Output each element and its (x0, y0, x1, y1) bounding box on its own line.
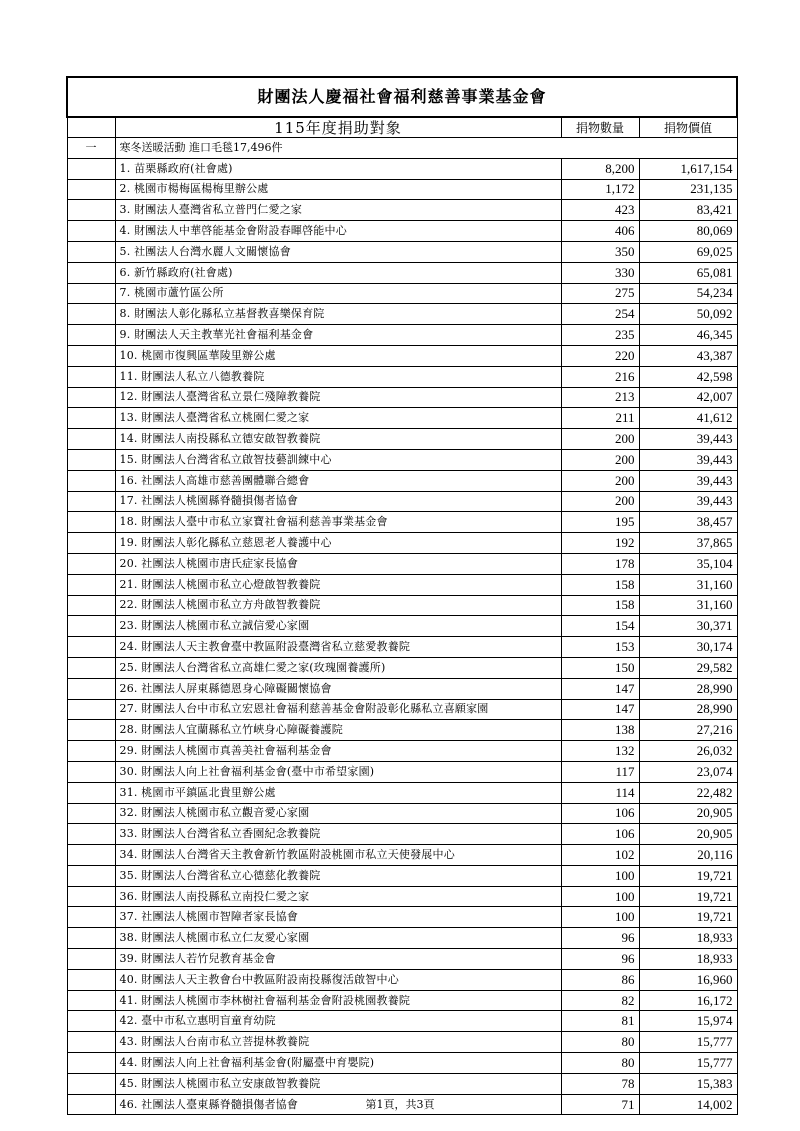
row-index-cell (67, 366, 115, 387)
donation-table (66, 76, 738, 1115)
row-index-cell (67, 283, 115, 304)
recipient-name: 26. 社團法人屏東縣德恩身心障礙關懷協會 (115, 678, 561, 699)
donation-qty: 86 (561, 969, 639, 990)
row-index-cell (67, 1011, 115, 1032)
donation-value: 42,007 (639, 387, 737, 408)
table-row (67, 533, 737, 554)
donation-qty: 200 (561, 429, 639, 450)
table-row (67, 408, 737, 429)
recipient-name: 17. 社團法人桃園縣脊髓損傷者協會 (115, 491, 561, 512)
table-row (67, 345, 737, 366)
donation-qty: 106 (561, 824, 639, 845)
table-row (67, 387, 737, 408)
recipient-name: 5. 社團法人台灣水麗人文關懷協會 (115, 241, 561, 262)
recipient-name: 45. 財團法人桃園市私立安康啟智教養院 (115, 1073, 561, 1094)
value-header: 捐物價值 (639, 117, 737, 138)
donation-value: 42,598 (639, 366, 737, 387)
donation-value: 31,160 (639, 574, 737, 595)
donation-value: 37,865 (639, 533, 737, 554)
row-index-cell (67, 928, 115, 949)
table-row (67, 262, 737, 283)
table-row (67, 179, 737, 200)
recipient-name: 6. 新竹縣政府(社會處) (115, 262, 561, 283)
row-index-cell (67, 741, 115, 762)
donation-qty: 147 (561, 678, 639, 699)
donation-qty: 213 (561, 387, 639, 408)
donation-value: 16,172 (639, 990, 737, 1011)
recipient-name: 39. 財團法人若竹兒教育基金會 (115, 949, 561, 970)
table-row (67, 637, 737, 658)
recipient-name: 3. 財團法人臺灣省私立普門仁愛之家 (115, 200, 561, 221)
header-index-cell (67, 117, 115, 138)
donation-value: 83,421 (639, 200, 737, 221)
recipient-name: 34. 財團法人台灣省天主教會新竹教區附設桃園市私立天使發展中心 (115, 845, 561, 866)
row-index-cell (67, 969, 115, 990)
recipient-name: 18. 財團法人臺中市私立家寶社會福利慈善事業基金會 (115, 512, 561, 533)
recipient-name: 27. 財團法人台中市私立宏恩社會福利慈善基金會附設彰化縣私立喜願家園 (115, 699, 561, 720)
recipient-name: 44. 財團法人向上社會福利基金會(附屬臺中育嬰院) (115, 1053, 561, 1074)
donation-value: 19,721 (639, 907, 737, 928)
donation-qty: 275 (561, 283, 639, 304)
row-index-cell (67, 845, 115, 866)
donation-qty: 102 (561, 845, 639, 866)
recipient-name: 33. 財團法人台灣省私立香園紀念教養院 (115, 824, 561, 845)
table-row (67, 865, 737, 886)
table-row (67, 304, 737, 325)
row-index-cell (67, 179, 115, 200)
recipient-name: 22. 財團法人桃園市私立方舟啟智教養院 (115, 595, 561, 616)
table-row (67, 616, 737, 637)
row-index-cell (67, 886, 115, 907)
table-row (67, 200, 737, 221)
donation-value: 39,443 (639, 429, 737, 450)
donation-qty: 211 (561, 408, 639, 429)
donation-qty: 254 (561, 304, 639, 325)
donation-value: 20,905 (639, 824, 737, 845)
row-index-cell (67, 200, 115, 221)
recipient-name: 30. 財團法人向上社會福利基金會(臺中市希望家園) (115, 761, 561, 782)
donation-qty: 117 (561, 761, 639, 782)
recipient-name: 38. 財團法人桃園市私立仁友愛心家園 (115, 928, 561, 949)
recipient-name: 1. 苗栗縣政府(社會處) (115, 158, 561, 179)
donation-value: 18,933 (639, 949, 737, 970)
donation-qty: 78 (561, 1073, 639, 1094)
recipient-name: 36. 財團法人南投縣私立南投仁愛之家 (115, 886, 561, 907)
donation-qty: 100 (561, 886, 639, 907)
table-row (67, 824, 737, 845)
donation-qty: 200 (561, 491, 639, 512)
donation-value: 16,960 (639, 969, 737, 990)
table-row (67, 657, 737, 678)
row-index-cell (67, 1073, 115, 1094)
table-row (67, 949, 737, 970)
row-index-cell (67, 429, 115, 450)
recipient-name: 25. 財團法人台灣省私立高雄仁愛之家(玫瑰園養護所) (115, 657, 561, 678)
recipient-name: 11. 財團法人私立八德教養院 (115, 366, 561, 387)
recipient-name: 31. 桃園市平鎮區北貴里辦公處 (115, 782, 561, 803)
table-row (67, 366, 737, 387)
recipient-name: 19. 財團法人彰化縣私立慈恩老人養護中心 (115, 533, 561, 554)
table-row (67, 969, 737, 990)
donation-qty: 96 (561, 928, 639, 949)
donation-value: 50,092 (639, 304, 737, 325)
table-row (67, 1073, 737, 1094)
donation-qty: 154 (561, 616, 639, 637)
donation-value: 15,777 (639, 1032, 737, 1053)
donation-value: 19,721 (639, 865, 737, 886)
table-row (67, 886, 737, 907)
donation-qty: 406 (561, 221, 639, 242)
donation-value: 80,069 (639, 221, 737, 242)
donation-value: 39,443 (639, 449, 737, 470)
donation-qty: 195 (561, 512, 639, 533)
table-row (67, 283, 737, 304)
row-index-cell (67, 1032, 115, 1053)
row-index-cell (67, 221, 115, 242)
table-row (67, 699, 737, 720)
donation-value: 26,032 (639, 741, 737, 762)
row-index-cell (67, 553, 115, 574)
recipient-name: 43. 財團法人台南市私立菩提林教養院 (115, 1032, 561, 1053)
row-index-cell (67, 595, 115, 616)
table-row (67, 595, 737, 616)
section-label: 寒冬送暖活動 進口毛毯17,496件 (115, 138, 737, 159)
row-index-cell (67, 491, 115, 512)
donation-qty: 81 (561, 1011, 639, 1032)
table-row (67, 782, 737, 803)
recipient-name: 32. 財團法人桃園市私立觀音愛心家園 (115, 803, 561, 824)
donation-value: 43,387 (639, 345, 737, 366)
table-row (67, 470, 737, 491)
donation-qty: 114 (561, 782, 639, 803)
donation-qty: 200 (561, 449, 639, 470)
recipient-name: 46. 社團法人臺東縣脊髓損傷者協會 (115, 1094, 561, 1115)
donation-value: 41,612 (639, 408, 737, 429)
row-index-cell (67, 949, 115, 970)
donation-qty: 138 (561, 720, 639, 741)
table-row (67, 845, 737, 866)
row-index-cell (67, 470, 115, 491)
recipient-name: 12. 財團法人臺灣省私立景仁殘障教養院 (115, 387, 561, 408)
donation-value: 20,905 (639, 803, 737, 824)
row-index-cell (67, 325, 115, 346)
table-row (67, 449, 737, 470)
donation-value: 14,002 (639, 1094, 737, 1115)
table-row (67, 325, 737, 346)
recipient-name: 35. 財團法人台灣省私立心德慈化教養院 (115, 865, 561, 886)
donation-qty: 100 (561, 907, 639, 928)
donation-qty: 106 (561, 803, 639, 824)
recipient-name: 4. 財團法人中華啓能基金會附設春暉啓能中心 (115, 221, 561, 242)
list-title: 115年度捐助對象 (115, 117, 561, 138)
donation-qty: 423 (561, 200, 639, 221)
donation-qty: 80 (561, 1032, 639, 1053)
table-row (67, 221, 737, 242)
donation-value: 69,025 (639, 241, 737, 262)
recipient-name: 29. 財團法人桃園市真善美社會福利基金會 (115, 741, 561, 762)
table-row (67, 1032, 737, 1053)
donation-qty: 158 (561, 574, 639, 595)
donation-qty: 96 (561, 949, 639, 970)
row-index-cell (67, 720, 115, 741)
table-row (67, 741, 737, 762)
donation-value: 29,582 (639, 657, 737, 678)
donation-qty: 80 (561, 1053, 639, 1074)
donation-qty: 100 (561, 865, 639, 886)
qty-header: 捐物數量 (561, 117, 639, 138)
donation-value: 39,443 (639, 470, 737, 491)
donation-value: 1,617,154 (639, 158, 737, 179)
recipient-name: 10. 桃園市復興區華陵里辦公處 (115, 345, 561, 366)
row-index-cell (67, 761, 115, 782)
table-row (67, 678, 737, 699)
section-index: 一 (67, 138, 115, 159)
recipient-name: 21. 財團法人桃園市私立心燈啟智教養院 (115, 574, 561, 595)
table-row (67, 512, 737, 533)
donation-value: 15,974 (639, 1011, 737, 1032)
donation-value: 27,216 (639, 720, 737, 741)
donation-value: 23,074 (639, 761, 737, 782)
page-footer: 第1頁，共3頁 (365, 1098, 435, 1111)
donation-value: 38,457 (639, 512, 737, 533)
recipient-name: 23. 財團法人桃園市私立誠信愛心家園 (115, 616, 561, 637)
table-row (67, 720, 737, 741)
row-index-cell (67, 1053, 115, 1074)
donation-value: 28,990 (639, 678, 737, 699)
recipient-name: 42. 臺中市私立惠明盲童育幼院 (115, 1011, 561, 1032)
donation-qty: 158 (561, 595, 639, 616)
row-index-cell (67, 699, 115, 720)
row-index-cell (67, 512, 115, 533)
row-index-cell (67, 241, 115, 262)
page-title: 財團法人慶福社會福利慈善事業基金會 (67, 77, 737, 117)
donation-value: 54,234 (639, 283, 737, 304)
row-index-cell (67, 616, 115, 637)
recipient-name: 13. 財團法人臺灣省私立桃園仁愛之家 (115, 408, 561, 429)
donation-qty: 82 (561, 990, 639, 1011)
recipient-name: 8. 財團法人彰化縣私立基督教喜樂保育院 (115, 304, 561, 325)
recipient-name: 15. 財團法人台灣省私立啟智技藝訓練中心 (115, 449, 561, 470)
row-index-cell (67, 449, 115, 470)
row-index-cell (67, 158, 115, 179)
donation-qty: 216 (561, 366, 639, 387)
donation-qty: 1,172 (561, 179, 639, 200)
table-row (67, 1011, 737, 1032)
donation-qty: 150 (561, 657, 639, 678)
donation-qty: 220 (561, 345, 639, 366)
recipient-name: 2. 桃園市楊梅區楊梅里辦公處 (115, 179, 561, 200)
donation-value: 35,104 (639, 553, 737, 574)
table-row (67, 907, 737, 928)
donation-value: 31,160 (639, 595, 737, 616)
row-index-cell (67, 865, 115, 886)
table-row (67, 241, 737, 262)
recipient-name: 28. 財團法人宜蘭縣私立竹峽身心障礙養護院 (115, 720, 561, 741)
donation-value: 28,990 (639, 699, 737, 720)
row-index-cell (67, 907, 115, 928)
table-row (67, 491, 737, 512)
donation-value: 20,116 (639, 845, 737, 866)
row-index-cell (67, 387, 115, 408)
table-row (67, 1053, 737, 1074)
table-row (67, 158, 737, 179)
row-index-cell (67, 345, 115, 366)
row-index-cell (67, 782, 115, 803)
table-row (67, 761, 737, 782)
donation-qty: 153 (561, 637, 639, 658)
row-index-cell (67, 304, 115, 325)
donation-value: 18,933 (639, 928, 737, 949)
donation-value: 15,383 (639, 1073, 737, 1094)
row-index-cell (67, 533, 115, 554)
donation-value: 15,777 (639, 1053, 737, 1074)
donation-qty: 235 (561, 325, 639, 346)
donation-qty: 178 (561, 553, 639, 574)
donation-qty: 147 (561, 699, 639, 720)
donation-value: 19,721 (639, 886, 737, 907)
row-index-cell (67, 990, 115, 1011)
recipient-name: 16. 社團法人高雄市慈善團體聯合總會 (115, 470, 561, 491)
donation-qty: 132 (561, 741, 639, 762)
row-index-cell (67, 803, 115, 824)
section-row (67, 138, 737, 159)
row-index-cell (67, 574, 115, 595)
row-index-cell (67, 678, 115, 699)
table-row (67, 928, 737, 949)
donation-value: 30,174 (639, 637, 737, 658)
recipient-name: 14. 財團法人南投縣私立德安啟智教養院 (115, 429, 561, 450)
recipient-name: 20. 社團法人桃園市唐氏症家長協會 (115, 553, 561, 574)
table-row (67, 803, 737, 824)
row-index-cell (67, 824, 115, 845)
row-index-cell (67, 262, 115, 283)
donation-qty: 192 (561, 533, 639, 554)
donation-qty: 330 (561, 262, 639, 283)
recipient-name: 41. 財團法人桃園市李林樹社會福利基金會附設桃園教養院 (115, 990, 561, 1011)
donation-value: 22,482 (639, 782, 737, 803)
table-row (67, 553, 737, 574)
table-row (67, 990, 737, 1011)
row-index-cell (67, 657, 115, 678)
donation-value: 231,135 (639, 179, 737, 200)
table-row (67, 574, 737, 595)
row-index-cell (67, 408, 115, 429)
header-row (67, 117, 737, 138)
title-row (67, 77, 737, 117)
recipient-name: 7. 桃園市蘆竹區公所 (115, 283, 561, 304)
recipient-name: 9. 財團法人天主教華光社會福利基金會 (115, 325, 561, 346)
recipient-name: 37. 社團法人桃園市智障者家長協會 (115, 907, 561, 928)
recipient-name: 40. 財團法人天主教會台中教區附設南投縣復活啟智中心 (115, 969, 561, 990)
donation-value: 30,371 (639, 616, 737, 637)
donation-value: 46,345 (639, 325, 737, 346)
donation-value: 65,081 (639, 262, 737, 283)
row-index-cell (67, 637, 115, 658)
donation-qty: 200 (561, 470, 639, 491)
table-row (67, 429, 737, 450)
donation-qty: 350 (561, 241, 639, 262)
donation-qty: 8,200 (561, 158, 639, 179)
recipient-name: 24. 財團法人天主教會臺中教區附設臺灣省私立慈愛教養院 (115, 637, 561, 658)
donation-qty: 71 (561, 1094, 639, 1115)
donation-value: 39,443 (639, 491, 737, 512)
